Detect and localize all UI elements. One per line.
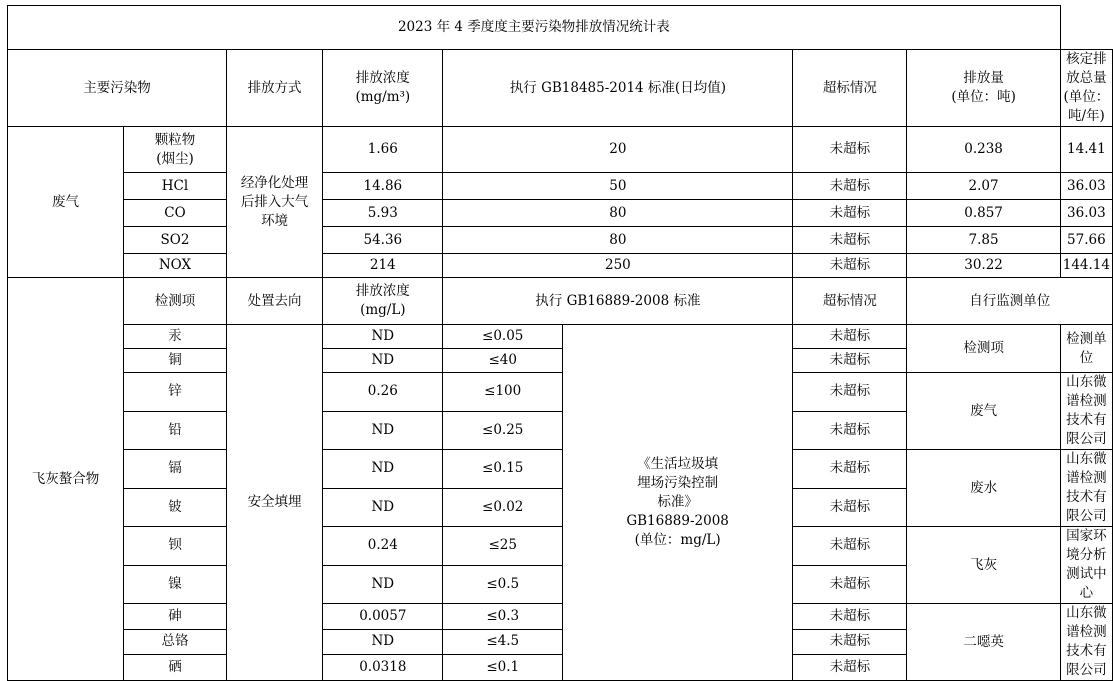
ash-item-name: 镍: [124, 565, 227, 604]
approved-total-value: 36.03: [1060, 200, 1112, 227]
ash-disposal: 安全填埋: [226, 325, 322, 681]
ash-item-name: 砷: [124, 604, 227, 630]
ash-limit: ≤0.15: [443, 450, 563, 489]
ash-concentration: 0.26: [323, 373, 443, 412]
exceed-status: 未超标: [793, 254, 907, 278]
ash-exceed: 未超标: [793, 450, 907, 489]
amount-value: 30.22: [907, 254, 1060, 278]
ash-exceed: 未超标: [793, 565, 907, 604]
standard-value: 20: [443, 127, 793, 173]
ash-row: [8, 604, 1113, 630]
ash-exceed: 未超标: [793, 604, 907, 630]
ash-item-name: 总铬: [124, 629, 227, 655]
ash-row: [8, 325, 1113, 349]
gas-category: 废气: [8, 127, 124, 278]
standard-value: 250: [443, 254, 793, 278]
exceed-header: 超标情况: [793, 50, 907, 127]
concentration-value: 214: [323, 254, 443, 278]
ash-limit: ≤100: [443, 373, 563, 412]
ash-limit: ≤0.05: [443, 325, 563, 349]
ash-item-name: 铅: [124, 411, 227, 450]
ash-item-name: 锌: [124, 373, 227, 412]
ash-limit: ≤4.5: [443, 629, 563, 655]
gas-row: [8, 173, 1113, 200]
standard-value: 50: [443, 173, 793, 200]
ash-concentration: 0.24: [323, 527, 443, 566]
concentration-value: 1.66: [323, 127, 443, 173]
ash-limit: ≤25: [443, 527, 563, 566]
ash-category: 飞灰螯合物: [8, 278, 124, 681]
ash-concentration: 0.0057: [323, 604, 443, 630]
title-row: [8, 6, 1113, 50]
ash-exceed: 未超标: [793, 325, 907, 349]
ash-concentration: ND: [323, 411, 443, 450]
amount-value: 7.85: [907, 227, 1060, 254]
ash-exceed: 未超标: [793, 629, 907, 655]
exceed-status: 未超标: [793, 127, 907, 173]
approved-total-value: 36.03: [1060, 173, 1112, 200]
disposal-header: 处置去向: [226, 278, 322, 325]
amount-value: 0.238: [907, 127, 1060, 173]
concentration-value: 5.93: [323, 200, 443, 227]
monitor-unit: 山东微谱检测技术有 限公司: [1060, 604, 1112, 681]
ash-item-header: 检测项: [124, 278, 227, 325]
monitor-item: 废水: [907, 450, 1060, 527]
concentration-value: 14.86: [323, 173, 443, 200]
ash-concentration: ND: [323, 325, 443, 349]
monitor-unit: 山东微谱检测技术有 限公司: [1060, 450, 1112, 527]
ash-concentration: ND: [323, 629, 443, 655]
ash-exceed: 未超标: [793, 655, 907, 681]
gas-discharge-method: 经净化处理 后排入大气 环境: [226, 127, 322, 278]
approved-total-value: 144.14: [1060, 254, 1112, 278]
ash-limit: ≤0.5: [443, 565, 563, 604]
monitor-unit: 国家环境分析测试中 心: [1060, 527, 1112, 604]
ash-standard-header: 执行 GB16889-2008 标准: [443, 278, 793, 325]
exceed-status: 未超标: [793, 173, 907, 200]
ash-row: [8, 373, 1113, 412]
ash-limit: ≤0.1: [443, 655, 563, 681]
monitor-unit-col-header: 检测单位: [1060, 325, 1112, 373]
ash-limit: ≤40: [443, 349, 563, 373]
exceed-status: 未超标: [793, 200, 907, 227]
concentration-header: 排放浓度 (mg/m³): [323, 50, 443, 127]
monitor-item: 二噁英: [907, 604, 1060, 681]
monitor-item: 飞灰: [907, 527, 1060, 604]
approved-total-header: 核定排放总量 (单位：吨/年): [1060, 50, 1112, 127]
monitor-unit-header: 自行监测单位: [907, 278, 1113, 325]
ash-exceed: 未超标: [793, 373, 907, 412]
ash-concentration: ND: [323, 349, 443, 373]
standard-value: 80: [443, 200, 793, 227]
gas-header-row: [8, 50, 1113, 127]
ash-exceed-header: 超标情况: [793, 278, 907, 325]
approved-total-value: 14.41: [1060, 127, 1112, 173]
ash-item-name: 镉: [124, 450, 227, 489]
ash-exceed: 未超标: [793, 527, 907, 566]
pollutant-name: HCl: [124, 173, 227, 200]
standard-header: 执行 GB18485-2014 标准(日均值): [443, 50, 793, 127]
ash-row: [8, 527, 1113, 566]
monitor-item: 废气: [907, 373, 1060, 450]
pollutant-header: 主要污染物: [8, 50, 227, 127]
ash-exceed: 未超标: [793, 488, 907, 527]
ash-concentration: ND: [323, 565, 443, 604]
pollutant-name: NOX: [124, 254, 227, 278]
monitor-unit: 山东微谱检测技术有 限公司: [1060, 373, 1112, 450]
ash-item-name: 铜: [124, 349, 227, 373]
monitor-item-header: 检测项: [907, 325, 1060, 373]
gas-row: [8, 127, 1113, 173]
ash-item-name: 铍: [124, 488, 227, 527]
ash-item-name: 硒: [124, 655, 227, 681]
ash-limit: ≤0.3: [443, 604, 563, 630]
ash-concentration: ND: [323, 450, 443, 489]
method-header: 排放方式: [226, 50, 322, 127]
ash-limit: ≤0.25: [443, 411, 563, 450]
ash-limit: ≤0.02: [443, 488, 563, 527]
ash-exceed: 未超标: [793, 411, 907, 450]
concentration-value: 54.36: [323, 227, 443, 254]
ash-header-row: [8, 278, 1113, 325]
approved-total-value: 57.66: [1060, 227, 1112, 254]
gas-row: [8, 227, 1113, 254]
gas-row: [8, 254, 1113, 278]
pollutant-name: 颗粒物 (烟尘): [124, 127, 227, 173]
ash-concentration: 0.0318: [323, 655, 443, 681]
ash-standard-note: 《生活垃圾填 埋场污染控制 标准》 GB16889-2008 (单位：mg/L): [562, 325, 792, 681]
ash-exceed: 未超标: [793, 349, 907, 373]
ash-concentration-header: 排放浓度 (mg/L): [323, 278, 443, 325]
exceed-status: 未超标: [793, 227, 907, 254]
amount-header: 排放量 (单位：吨): [907, 50, 1060, 127]
amount-value: 0.857: [907, 200, 1060, 227]
gas-row: [8, 200, 1113, 227]
ash-item-name: 钡: [124, 527, 227, 566]
pollutant-name: CO: [124, 200, 227, 227]
pollutant-name: SO2: [124, 227, 227, 254]
ash-item-name: 汞: [124, 325, 227, 349]
table-title: 2023 年 4 季度度主要污染物排放情况统计表: [8, 6, 1061, 50]
ash-concentration: ND: [323, 488, 443, 527]
amount-value: 2.07: [907, 173, 1060, 200]
pollutant-statistics-table: [7, 5, 1113, 681]
ash-row: [8, 450, 1113, 489]
standard-value: 80: [443, 227, 793, 254]
